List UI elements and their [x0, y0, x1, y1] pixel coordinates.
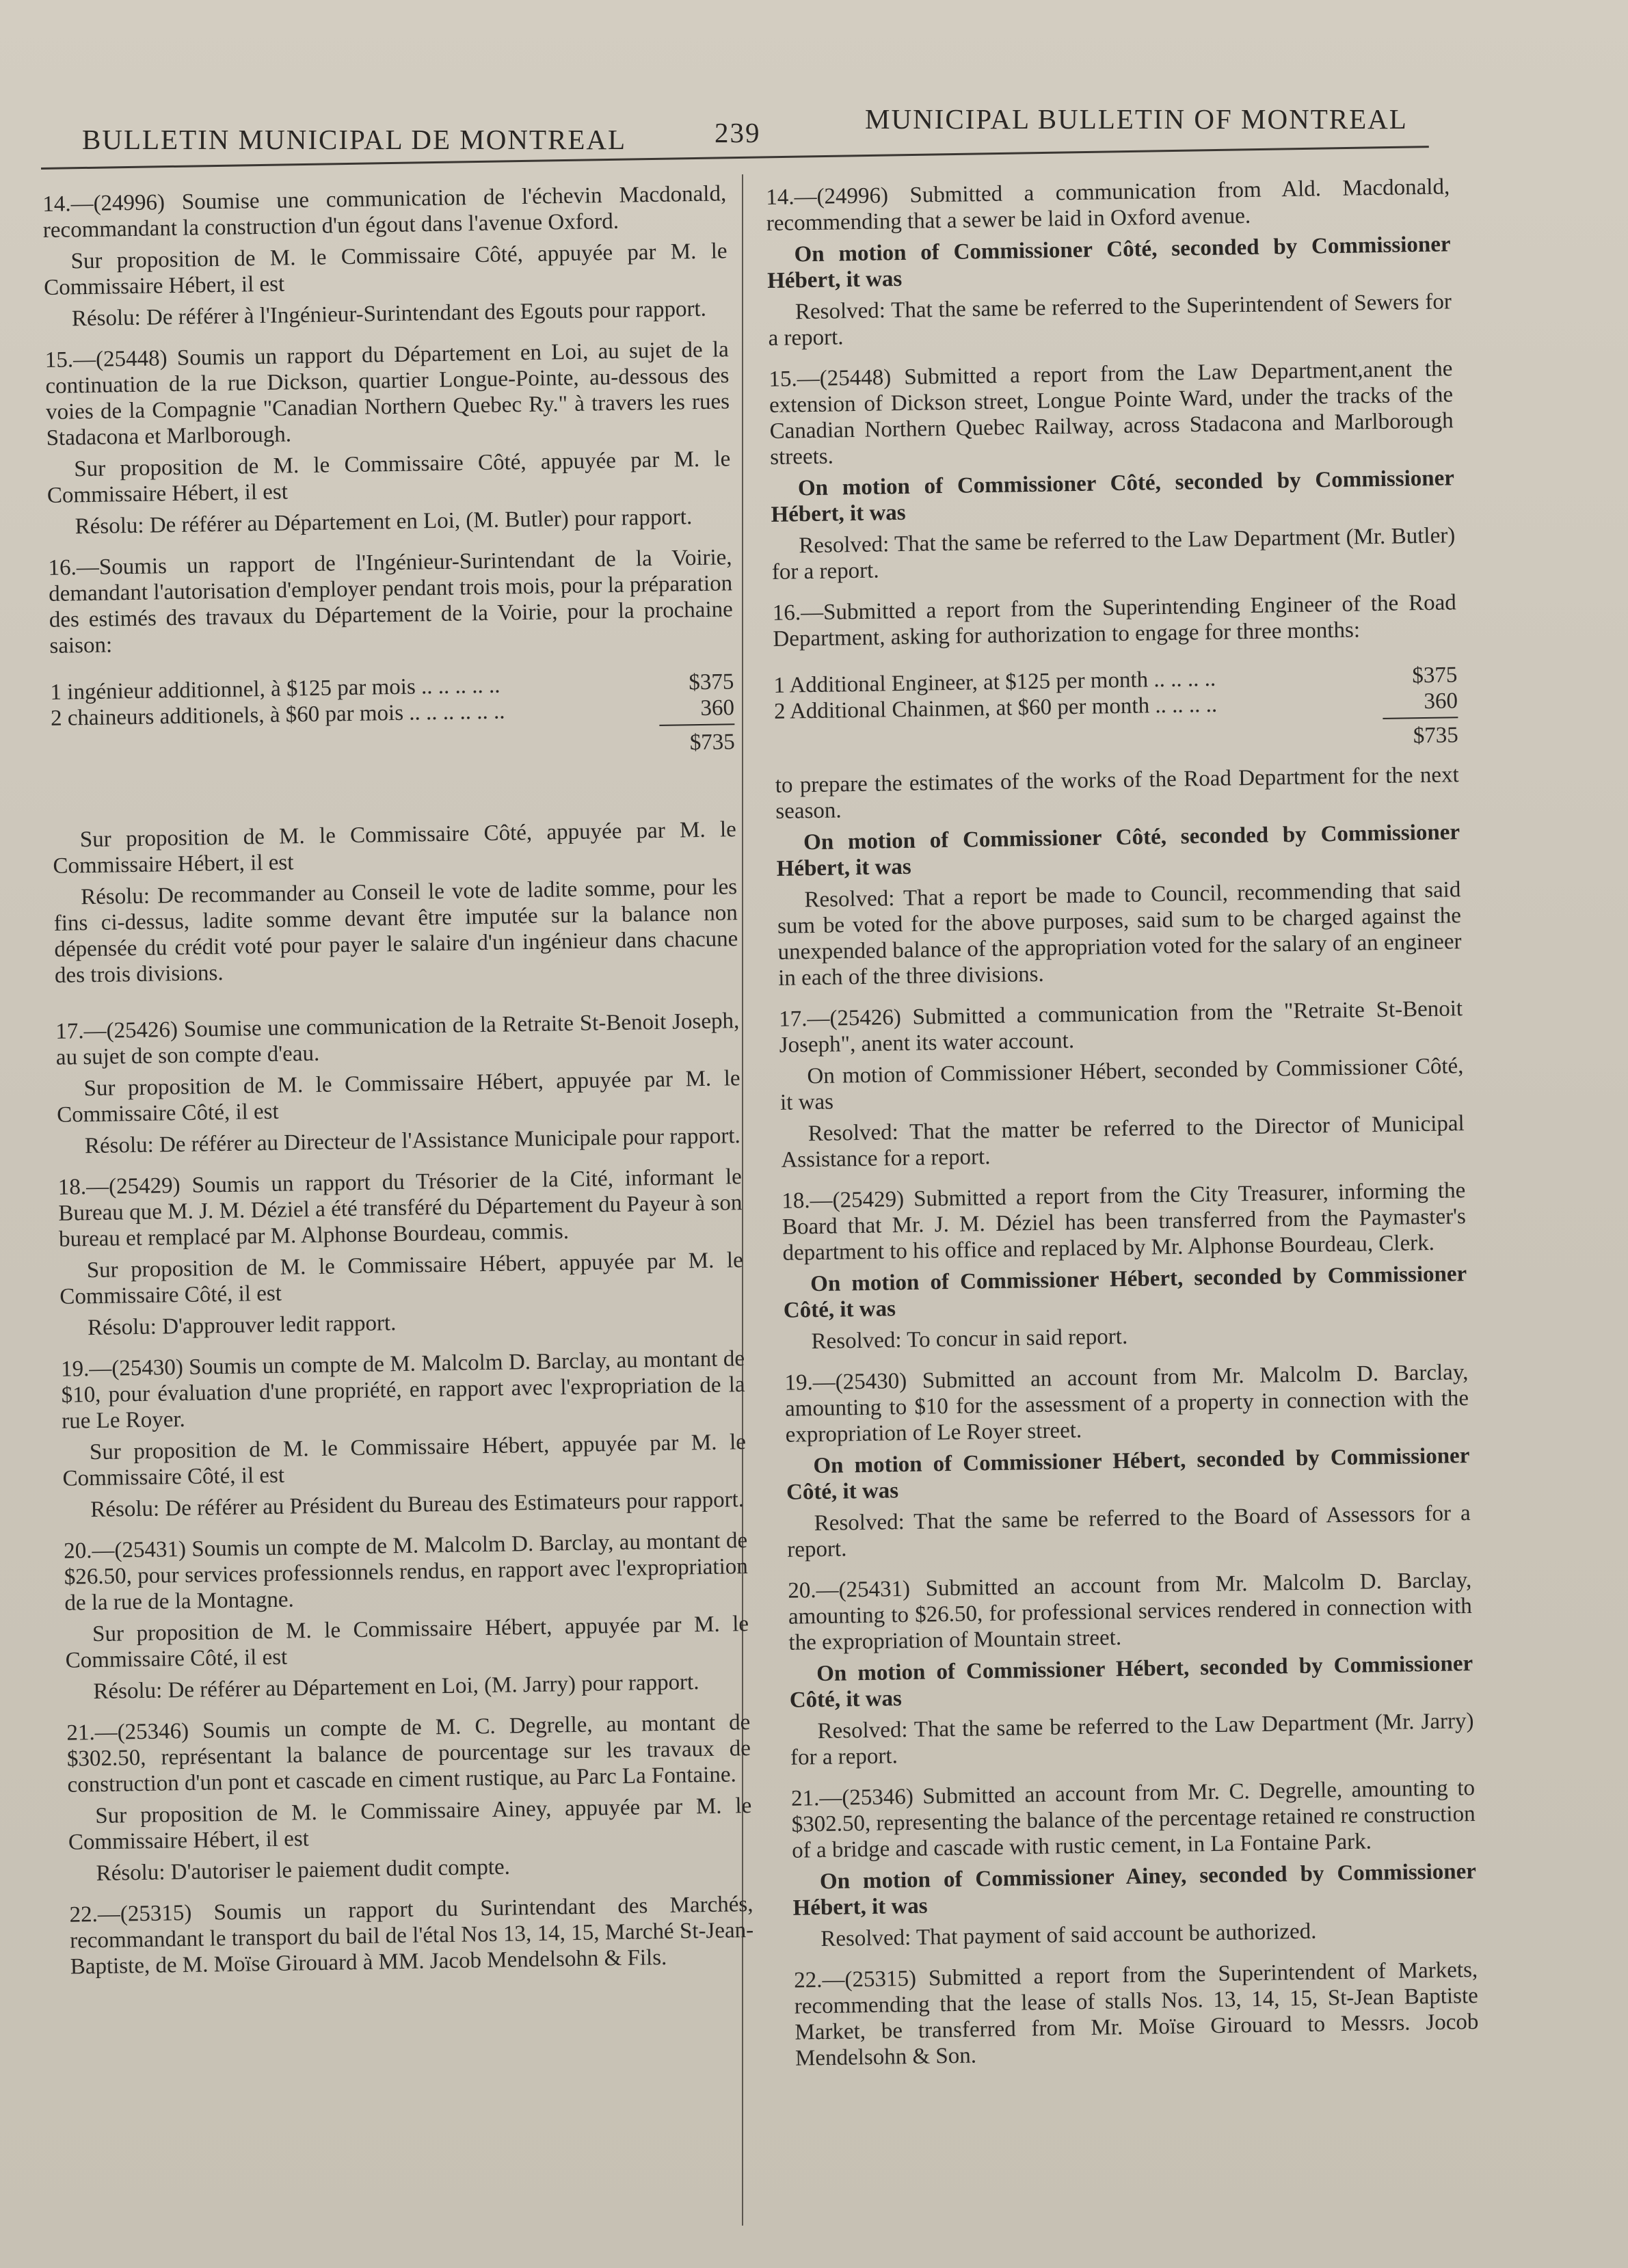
fr-item-16-resolution: Résolu: De recommander au Conseil le vote de ladite somme, pour les fins ci-dessus, ladite somme devant être imputée sur la balance non dépensée du crédit voté pour payer le salaire d'un ingénieur dans chacune des trois divisions.: [53, 875, 738, 988]
page-number: 239: [715, 117, 761, 148]
en-item-16-resolution: Resolved: That a report be made to Council, recommending that said sum be voted for the above purposes, said sum to be charged against the unexpended balance of the appropriation voted for the salary of an engineer in each of the three divisions.: [777, 877, 1462, 991]
fr-item-21: 21.—(25346) Soumis un compte de M. C. Degrelle, au montant de $302.50, représentant la balance de pourcentage sur les travaux de construction d'un pont et cascade en ciment rustique, au Parc La Fontaine.: [66, 1710, 751, 1798]
en-item-17: 17.—(25426) Submitted a communication from the "Retraite St-Benoit Joseph", anent its water account.: [778, 996, 1463, 1058]
en-item-16: 16.—Submitted a report from the Superintending Engineer of the Road Department, asking for authorization to engage for three months:: [772, 590, 1457, 652]
fr-item-16-motion: Sur proposition de M. le Commissaire Côté, appuyée par M. le Commissaire Hébert, il est: [53, 817, 737, 879]
en-item-18-resolution: Resolved: To concur in said report.: [811, 1324, 1128, 1355]
fr-item-17-resolution: Résolu: De référer au Directeur de l'Assistance Municipale pour rapport.: [84, 1123, 741, 1159]
en-item-16-motion: On motion of Commissioner Côté, seconded by Commissioner Hébert, it was: [776, 820, 1460, 881]
fr-item-15-resolution: Résolu: De référer au Département en Loi, (M. Butler) pour rapport.: [75, 505, 693, 539]
en-item-15-resolution: Resolved: That the same be referred to the Law Department (Mr. Butler) for a report.: [771, 523, 1456, 585]
en-item-19-resolution: Resolved: That the same be referred to the Board of Assessors for a report.: [787, 1501, 1471, 1562]
fr-item-21-resolution: Résolu: D'autoriser le paiement dudit compte.: [96, 1854, 511, 1886]
fr-item-20-resolution: Résolu: De référer au Département en Loi, (M. Jarry) pour rapport.: [93, 1670, 699, 1705]
en-item-15-motion: On motion of Commissioner Côté, seconded by Commissioner Hébert, it was: [771, 466, 1455, 527]
en-item-19: 19.—(25430) Submitted an account from Mr. Malcolm D. Barclay, amounting to $10 for the assessment of a property in connection with the expropriation of Le Royer street.: [784, 1360, 1469, 1447]
en-row-1-amount: $375: [1412, 663, 1458, 689]
french-column: [42, 181, 754, 1985]
en-item-19-motion: On motion of Commissioner Hébert, seconded by Commissioner Côté, it was: [786, 1443, 1470, 1505]
en-item-17-resolution: Resolved: That the matter be referred to the Director of Municipal Assistance for a report.: [781, 1111, 1465, 1173]
fr-row-2-amount: 360: [700, 695, 735, 721]
fr-item-19-motion: Sur proposition de M. le Commissaire Hébert, appuyée par M. le Commissaire Côté, il est: [62, 1430, 747, 1491]
en-item-14: 14.—(24996) Submitted a communication from Ald. Macdonald, recommending that a sewer be laid in Oxford avenue.: [766, 174, 1450, 236]
fr-item-15: 15.—(25448) Soumis un rapport du Département en Loi, au sujet de la continuation de la rue Dickson, quartier Longue-Pointe, au-dessous des voies de la Compagnie "Canadian Northern Quebec Ry." à travers les rues Stadacona et Marlborough.: [44, 337, 730, 451]
fr-item-21-motion: Sur proposition de M. le Commissaire Ainey, appuyée par M. le Commissaire Hébert, il est: [68, 1793, 752, 1855]
fr-item-14-resolution: Résolu: De référer à l'Ingénieur-Surintendant des Egouts pour rapport.: [71, 296, 707, 332]
fr-item-18-resolution: Résolu: D'approuver ledit rapport.: [87, 1311, 397, 1341]
fr-item-18-motion: Sur proposition de M. le Commissaire Hébert, appuyée par M. le Commissaire Côté, il est: [59, 1248, 743, 1309]
en-row-1-label: 1 Additional Engineer, at $125 per month .. .. .. ..: [773, 666, 1216, 698]
fr-item-19-resolution: Résolu: De référer au Président du Bureau des Estimateurs pour rapport.: [90, 1487, 745, 1523]
en-item-20-resolution: Resolved: That the same be referred to the Law Department (Mr. Jarry) for a report.: [790, 1709, 1474, 1770]
en-item-22: 22.—(25315) Submitted a report from the Superintendent of Markets, recommending that the lease of stalls Nos. 13, 14, 15, St-Jean Baptiste Market, be transferred from Mr. Moïse Girouard to Messrs. Jocob Mendelsohn & Son.: [793, 1957, 1479, 2071]
english-column: [766, 174, 1479, 2077]
header-title-french: BULLETIN MUNICIPAL DE MONTREAL: [82, 124, 627, 155]
fr-item-20: 20.—(25431) Soumis un compte de M. Malcolm D. Barclay, au montant de $26.50, pour services professionnels rendus, en rapport avec l'expropriation de la rue de la Montagne.: [63, 1528, 748, 1616]
en-item-21: 21.—(25346) Submitted an account from Mr. C. Degrelle, amounting to $302.50, representing the balance of the percentage retained re construction of a bridge and cascade with rustic cement, in La Fontaine Park.: [790, 1776, 1476, 1863]
fr-item-18: 18.—(25429) Soumis un rapport du Trésorier de la Cité, informant le Bureau que M. J. M. Déziel a été transféré du Département du Payeur à son bureau et remplacé par M. Alphonse Bourdeau, commis.: [57, 1164, 743, 1252]
en-item-20-motion: On motion of Commissioner Hébert, seconded by Commissioner Côté, it was: [789, 1651, 1473, 1713]
page-header: [75, 103, 1443, 164]
en-row-2-label: 2 Additional Chainmen, at $60 per month .. .. .. ..: [773, 692, 1218, 724]
fr-row-2-label: 2 chaineurs additionels, à $60 par mois .. .. .. .. .. ..: [50, 699, 505, 731]
header-title-english: MUNICIPAL BULLETIN OF MONTREAL: [865, 103, 1408, 135]
fr-item-19: 19.—(25430) Soumis un compte de M. Malcolm D. Barclay, au montant de $10, pour évaluation d'une propriété, en rapport avec l'expropriation de la rue Le Royer.: [60, 1346, 745, 1434]
fr-item-22: 22.—(25315) Soumis un rapport du Surintendant des Marchés, recommandant le transport du bail de l'étal Nos 13, 14, 15, Marché St-Jean-Baptiste, de M. Moïse Girouard à MM. Jacob Mendelsohn & Fils.: [69, 1891, 754, 1979]
fr-item-14-motion: Sur proposition de M. le Commissaire Côté, appuyée par M. le Commissaire Hébert, il est: [43, 239, 728, 300]
en-item-18: 18.—(25429) Submitted a report from the City Treasurer, informing the Board that Mr. J. M. Déziel has been transferred from the Paymaster's department to his office and replaced by Mr. Alphonse Bourdeau, Clerk.: [782, 1178, 1467, 1266]
en-item-21-motion: On motion of Commissioner Ainey, seconded by Commissioner Hébert, it was: [792, 1858, 1477, 1921]
fr-item-14: 14.—(24996) Soumise une communication de l'échevin Macdonald, recommandant la construction d'un égout dans l'avenue Oxford.: [42, 181, 727, 243]
en-item-16-continued: to prepare the estimates of the works of the Road Department for the next season.: [775, 762, 1459, 824]
en-item-21-resolution: Resolved: That payment of said account be authorized.: [820, 1919, 1317, 1952]
fr-item-17-motion: Sur proposition de M. le Commissaire Hébert, appuyée par M. le Commissaire Côté, il est: [56, 1066, 740, 1128]
fr-row-1-label: 1 ingénieur additionnel, à $125 par mois .. .. .. .. ..: [50, 673, 501, 705]
fr-item-20-motion: Sur proposition de M. le Commissaire Hébert, appuyée par M. le Commissaire Côté, il est: [65, 1612, 749, 1673]
fr-item-15-motion: Sur proposition de M. le Commissaire Côté, appuyée par M. le Commissaire Hébert, il est: [46, 446, 731, 508]
en-row-2-amount: 360: [1424, 689, 1458, 714]
en-item-20: 20.—(25431) Submitted an account from Mr. Malcolm D. Barclay, amounting to $26.50, for professional services rendered in connection with the expropriation of Mountain street.: [788, 1568, 1473, 1655]
fr-row-1-amount: $375: [689, 669, 734, 695]
fr-item-17: 17.—(25426) Soumise une communication de la Retraite St-Benoit Joseph, au sujet de son compte d'eau.: [55, 1009, 740, 1070]
en-item-15: 15.—(25448) Submitted a report from the Law Department,anent the extension of Dickson street, Longue Pointe Ward, under the tracks of the Canadian Northern Quebec Railway, across Stadacona and Marlborough streets.: [769, 356, 1454, 470]
en-total-amount: $735: [1383, 717, 1458, 749]
en-item-14-resolution: Resolved: That the same be referred to the Superintendent of Sewers for a report.: [768, 289, 1452, 351]
fr-total-amount: $735: [659, 723, 735, 756]
en-item-18-motion: On motion of Commissioner Hébert, seconded by Commissioner Côté, it was: [783, 1262, 1467, 1323]
en-item-17-motion: On motion of Commissioner Hébert, seconded by Commissioner Côté, it was: [779, 1054, 1464, 1115]
en-item-14-motion: On motion of Commissioner Côté, seconded by Commissioner Hébert, it was: [766, 232, 1451, 293]
fr-item-16: 16.—Soumis un rapport de l'Ingénieur-Surintendant de la Voirie, demandant l'autorisation d'employer pendant trois mois, pour la préparation des estimés des travaux du Département de la Voirie, pour la prochaine saison:: [48, 545, 734, 658]
